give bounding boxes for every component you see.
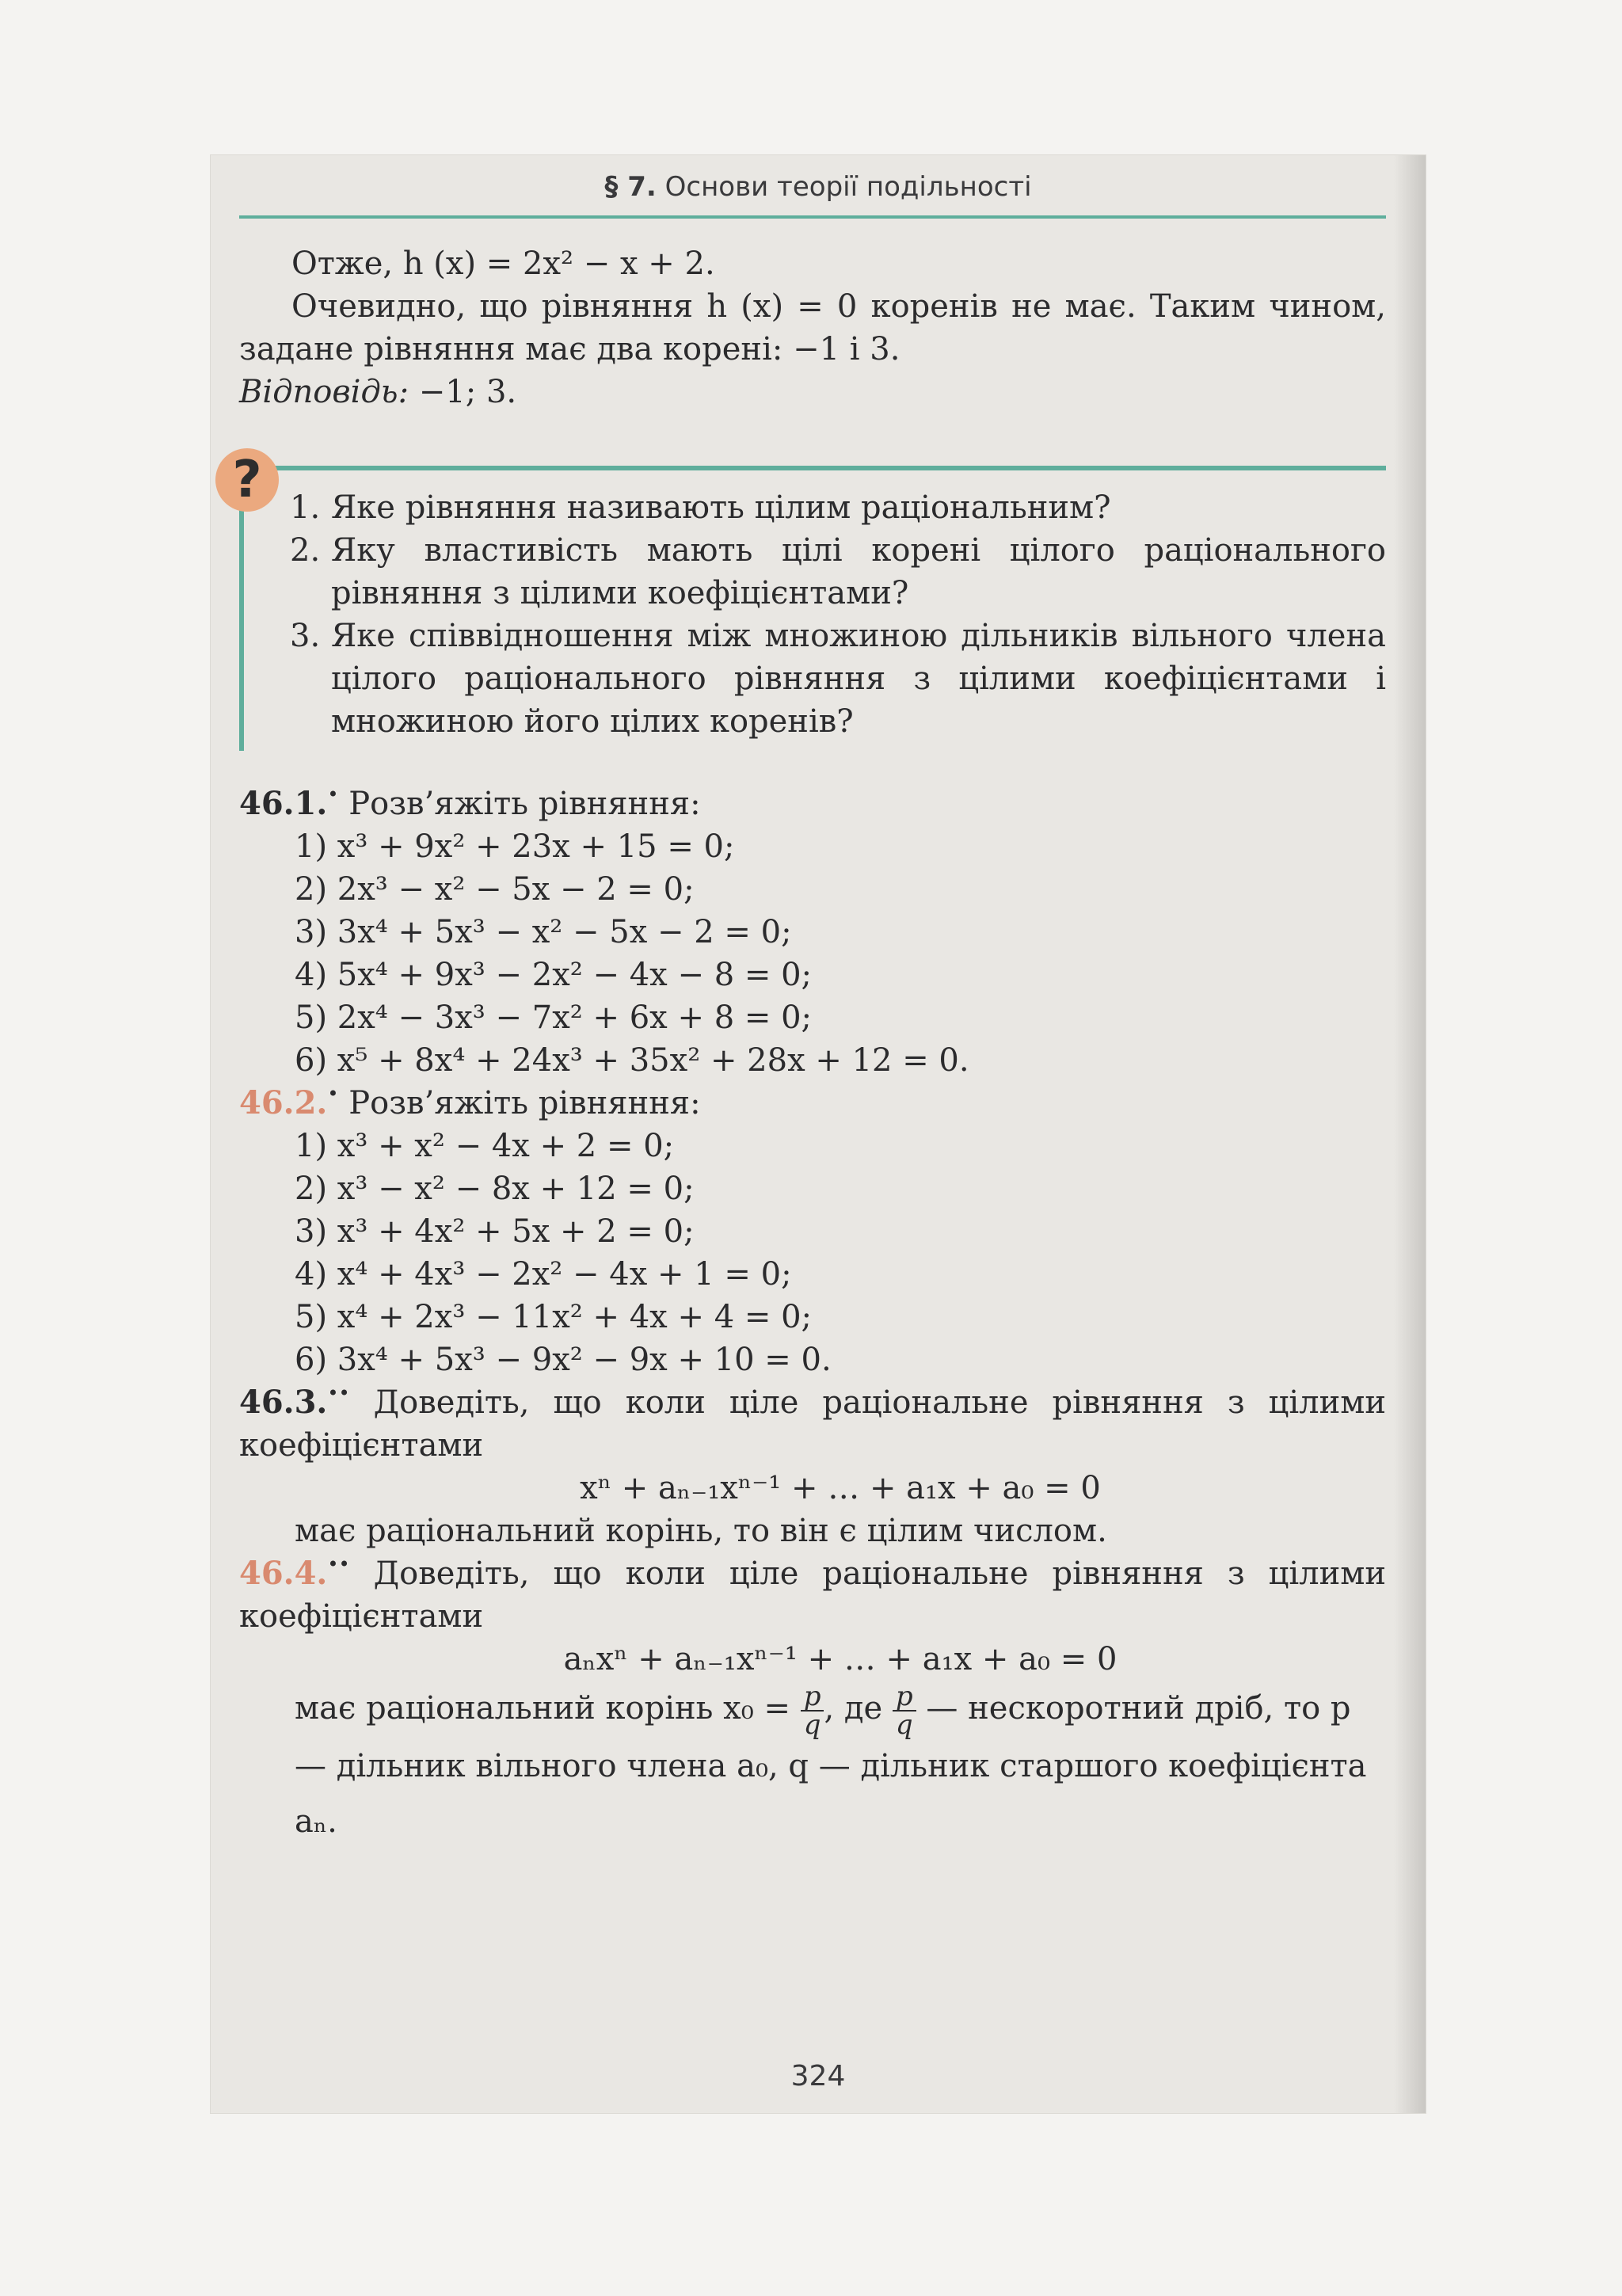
answer-line	[239, 371, 1386, 413]
equation-item: 2) x³ − x² − 8x + 12 = 0;	[295, 1171, 695, 1207]
section-title: Основи теорії подільності	[664, 171, 1032, 203]
problem-statement	[239, 1552, 1386, 1638]
fraction-p-over-q	[801, 1681, 824, 1741]
difficulty-mark: ••	[327, 1553, 350, 1576]
fraction-numerator: p	[893, 1683, 916, 1712]
fraction-denominator: q	[895, 1709, 913, 1741]
intro-formula: h (x) = 2x² − x + 2.	[402, 246, 715, 282]
problem-text: Доведіть, що коли ціле раціональне рівняння з цілими коефіцієнтами	[239, 1555, 1386, 1635]
difficulty-mark: •	[327, 1083, 339, 1106]
problem-number: 46.2.	[239, 1084, 328, 1121]
section-number: § 7.	[604, 171, 657, 203]
problem-number: 46.1.	[239, 785, 328, 822]
problem-statement	[239, 1381, 1386, 1467]
intro-paragraph: Очевидно, що рівняння h (x) = 0 коренів не має. Таким чином, задане рівняння має два корені: −1 і 3.	[239, 288, 1386, 367]
fraction-p-over-q	[893, 1681, 916, 1741]
page-binding-shadow	[1394, 155, 1426, 2113]
question-text: Яке рівняння називають цілим раціональним?	[331, 489, 1111, 526]
running-header	[211, 171, 1426, 203]
questions-top-rule	[239, 466, 1386, 470]
problem-text-continued: має раціональний корінь, то він є цілим числом.	[295, 1513, 1107, 1549]
problem-heading	[239, 782, 1386, 825]
problem-46-2	[239, 1082, 1386, 1381]
problem-46-4	[239, 1552, 1386, 1849]
text-fragment: має раціональний корінь x₀ =	[295, 1690, 790, 1727]
equation-item: 1) x³ + 9x² + 23x + 15 = 0;	[295, 828, 735, 865]
equation-item: 5) 2x⁴ − 3x³ − 7x² + 6x + 8 = 0;	[295, 1000, 813, 1036]
answer-label: Відповідь:	[239, 374, 409, 410]
difficulty-mark: •	[327, 783, 339, 806]
text-fragment: — нескоротний дріб, то p — дільник вільного члена a₀, q — дільник старшого коефіцієнта aₙ.	[295, 1690, 1367, 1840]
problem-46-1	[239, 782, 1386, 1082]
question-text: Яку властивість мають цілі корені цілого раціонального рівняння з цілими коефіцієнтами?	[331, 532, 1386, 611]
problem-number: 46.4.	[239, 1555, 328, 1592]
question-number: 3.	[290, 618, 321, 654]
page-number: 324	[790, 2060, 846, 2092]
equation-item: 6) 3x⁴ + 5x³ − 9x² − 9x + 10 = 0.	[295, 1342, 832, 1378]
problem-formula: aₙxⁿ + aₙ₋₁xⁿ⁻¹ + … + a₁x + a₀ = 0	[563, 1641, 1118, 1677]
problem-text: Доведіть, що коли ціле раціональне рівняння з цілими коефіцієнтами	[239, 1384, 1386, 1464]
question-mark-icon: ?	[215, 448, 279, 512]
question-item	[290, 615, 1386, 743]
question-text: Яке співвідношення між множиною дільників вільного члена цілого раціонального рівняння з цілими коефіцієнтами і множиною його цілих коренів?	[331, 618, 1386, 740]
text-fragment: , де	[824, 1690, 883, 1727]
intro-line	[239, 242, 1386, 285]
equation-item: 6) x⁵ + 8x⁴ + 24x³ + 35x² + 28x + 12 = 0.	[295, 1042, 969, 1079]
question-item	[290, 486, 1386, 529]
problem-title: Розв’яжіть рівняння:	[348, 1085, 701, 1121]
question-number: 2.	[290, 532, 321, 569]
equation-item: 2) 2x³ − x² − 5x − 2 = 0;	[295, 871, 695, 908]
page-content	[232, 242, 1386, 1849]
equation-item: 3) x³ + 4x² + 5x + 2 = 0;	[295, 1213, 695, 1250]
fraction-numerator: p	[801, 1683, 824, 1712]
answer-value: −1; 3.	[418, 374, 517, 410]
problem-text-continued	[295, 1681, 1386, 1849]
difficulty-mark: ••	[327, 1382, 350, 1405]
problem-heading	[239, 1082, 1386, 1125]
header-rule	[239, 215, 1386, 219]
fraction-denominator: q	[803, 1709, 821, 1741]
problem-46-3	[239, 1381, 1386, 1552]
equation-item: 4) x⁴ + 4x³ − 2x² − 4x + 1 = 0;	[295, 1256, 792, 1293]
intro-prefix: Отже,	[291, 246, 403, 282]
equation-item: 4) 5x⁴ + 9x³ − 2x² − 4x − 8 = 0;	[295, 957, 813, 993]
book-page	[211, 155, 1426, 2113]
equation-item: 5) x⁴ + 2x³ − 11x² + 4x + 4 = 0;	[295, 1299, 813, 1335]
review-questions	[232, 451, 1386, 751]
problem-formula: xⁿ + aₙ₋₁xⁿ⁻¹ + … + a₁x + a₀ = 0	[580, 1470, 1101, 1506]
problem-title: Розв’яжіть рівняння:	[348, 786, 701, 822]
question-number: 1.	[290, 489, 321, 526]
equation-item: 3) 3x⁴ + 5x³ − x² − 5x − 2 = 0;	[295, 914, 792, 950]
question-item	[290, 529, 1386, 615]
problem-number: 46.3.	[239, 1384, 328, 1421]
equation-item: 1) x³ + x² − 4x + 2 = 0;	[295, 1128, 675, 1164]
